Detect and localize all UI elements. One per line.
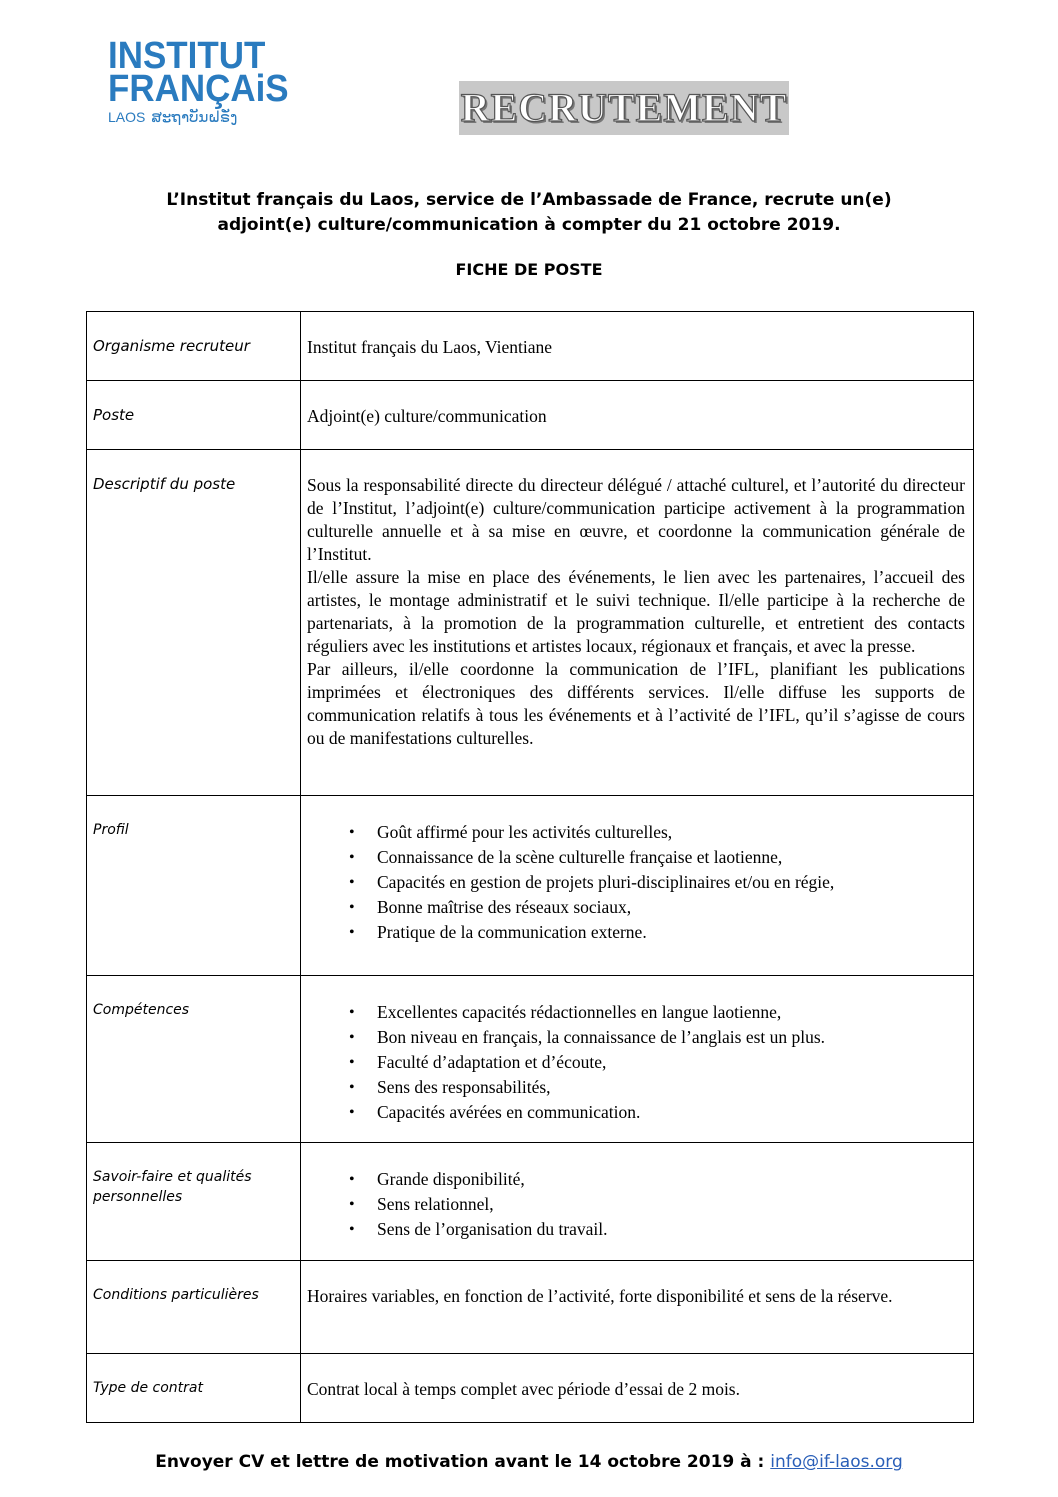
logo-line-3 <box>108 108 268 126</box>
row-contrat <box>87 1354 974 1423</box>
list-item: • Goût affirmé pour les activités culturelles, <box>377 820 965 845</box>
list-item: • Capacités avérées en communication. <box>377 1100 965 1125</box>
value-poste: Adjoint(e) culture/communication <box>301 381 974 450</box>
institut-francais-logo <box>108 35 289 126</box>
value-organisme: Institut français du Laos, Vientiane <box>301 312 974 381</box>
label-profil: Profil <box>87 796 301 976</box>
logo-lao-text: ສະຖາບັນຝຣັ່ງ <box>151 109 238 126</box>
descriptif-paragraph: Il/elle assure la mise en place des événements, le lien avec les partenaires, l’accueil des artistes, le montage administratif et le suivi technique. Il/elle participe à la recherche de partenariats, à la promotion de la programmation culturelle, et entretient des contacts réguliers avec les institutions et artistes locaux, régionaux et français, et avec la presse. <box>307 567 965 656</box>
intro-line-1: L’Institut français du Laos, service de l’Ambassade de France, recrute un(e) <box>166 190 892 210</box>
value-descriptif <box>301 450 974 796</box>
footer-instructions <box>0 1452 1058 1472</box>
value-contrat: Contrat local à temps complet avec période d’essai de 2 mois. <box>301 1354 974 1423</box>
list-item: • Sens relationnel, <box>377 1192 965 1217</box>
intro-line-2: adjoint(e) culture/communication à compter du 21 octobre 2019. <box>217 215 841 235</box>
row-competences <box>87 976 974 1143</box>
list-item: • Grande disponibilité, <box>377 1167 965 1192</box>
list-item: • Capacités en gestion de projets pluri-disciplinaires et/ou en régie, <box>377 870 965 895</box>
banner-title: RECRUTEMENT <box>460 85 788 130</box>
list-item: • Excellentes capacités rédactionnelles en langue laotienne, <box>377 1000 965 1025</box>
intro-text <box>120 188 938 238</box>
competences-list <box>307 1000 965 1125</box>
label-competences: Compétences <box>87 976 301 1143</box>
label-organisme: Organisme recruteur <box>87 312 301 381</box>
list-item: • Sens des responsabilités, <box>377 1075 965 1100</box>
label-contrat: Type de contrat <box>87 1354 301 1423</box>
list-item: • Faculté d’adaptation et d’écoute, <box>377 1050 965 1075</box>
value-savoir-faire <box>301 1143 974 1261</box>
label-conditions: Conditions particulières <box>87 1261 301 1354</box>
label-savoir-faire: Savoir-faire et qualités personnelles <box>87 1143 301 1261</box>
descriptif-paragraph: Sous la responsabilité directe du directeur délégué / attaché culturel, et l’autorité du directeur de l’Institut, l’adjoint(e) culture/communication participe activement à la programmation culturelle annuelle et à sa mise en œuvre, et coordonne la communication générale de l’Institut. <box>307 475 965 564</box>
list-item: • Bonne maîtrise des réseaux sociaux, <box>377 895 965 920</box>
row-conditions <box>87 1261 974 1354</box>
row-organisme <box>87 312 974 381</box>
logo-country: LAOS <box>108 109 146 125</box>
value-competences <box>301 976 974 1143</box>
row-savoir-faire <box>87 1143 974 1261</box>
label-poste: Poste <box>87 381 301 450</box>
row-descriptif <box>87 450 974 796</box>
value-profil <box>301 796 974 976</box>
logo-line-2: FRANÇAiS <box>108 68 289 110</box>
savoir-faire-list <box>307 1167 965 1242</box>
row-poste <box>87 381 974 450</box>
logo-line-1: INSTITUT <box>108 35 266 77</box>
list-item: • Bon niveau en français, la connaissance de l’anglais est un plus. <box>377 1025 965 1050</box>
email-link[interactable]: info@if-laos.org <box>770 1452 903 1472</box>
job-sheet-table <box>86 311 974 1423</box>
recruitment-banner <box>459 81 789 135</box>
list-item: • Sens de l’organisation du travail. <box>377 1217 965 1242</box>
row-profil <box>87 796 974 976</box>
fiche-title: FICHE DE POSTE <box>455 260 603 279</box>
profil-list <box>307 820 965 945</box>
footer-text: Envoyer CV et lettre de motivation avant le 14 octobre 2019 à : <box>155 1452 771 1472</box>
list-item: • Connaissance de la scène culturelle française et laotienne, <box>377 845 965 870</box>
value-conditions: Horaires variables, en fonction de l’activité, forte disponibilité et sens de la réserve. <box>301 1261 974 1354</box>
descriptif-paragraph: Par ailleurs, il/elle coordonne la communication de l’IFL, planifiant les publications imprimées et électroniques des différents services. Il/elle diffuse les supports de communication relatifs à tous les événements et à l’activité de l’IFL, qu’il s’agisse de cours ou de manifestations culturelles. <box>307 659 965 748</box>
list-item: • Pratique de la communication externe. <box>377 920 965 945</box>
label-descriptif: Descriptif du poste <box>87 450 301 796</box>
